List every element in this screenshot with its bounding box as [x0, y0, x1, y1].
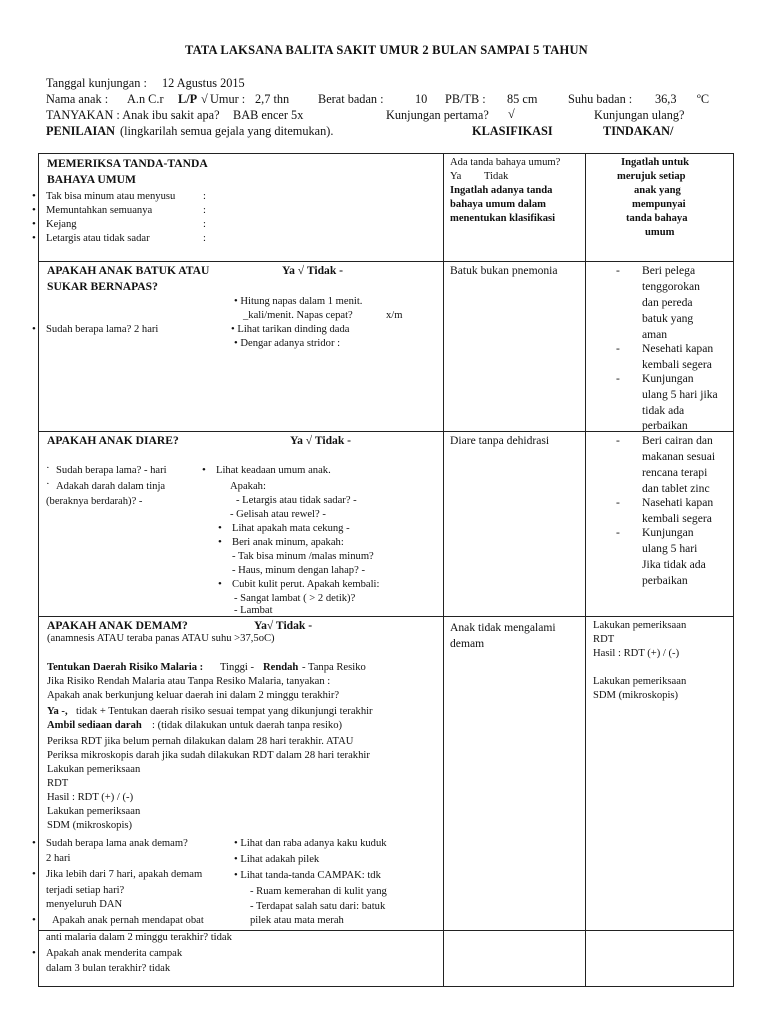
fever-classification: demam [450, 637, 485, 650]
sex-check-icon: √ [201, 92, 208, 106]
child-name-value: A.n C.r [127, 92, 164, 106]
diarrhea-action-line: Beri cairan dan [642, 434, 713, 447]
danger-sign-item: Memuntahkan semuanya [46, 205, 153, 216]
visit-date-value: 12 Agustus 2015 [162, 76, 245, 90]
malaria-instruction: RDT [47, 778, 69, 789]
temperature-unit: ºC [697, 92, 710, 106]
bullet-icon: • [32, 190, 36, 202]
fever-heading: APAKAH ANAK DEMAM? [47, 619, 188, 632]
age-label: Umur : [210, 92, 246, 106]
dash-marker: - [616, 342, 620, 355]
diarrhea-check-item: Apakah: [230, 481, 266, 492]
danger-classification-no: Tidak [484, 171, 509, 182]
travel-answer-yes: Ya -, [47, 706, 68, 717]
cough-classification: Batuk bukan pnemonia [450, 264, 558, 277]
diarrhea-heading: APAKAH ANAK DIARE? [47, 434, 179, 447]
fever-anamnesis: (anamnesis ATAU teraba panas ATAU suhu >37,5oC) [47, 633, 275, 644]
cough-action-line: kembali segera [642, 358, 712, 371]
fever-action-line: Lakukan pemeriksaan [593, 620, 687, 631]
bullet-icon: · [46, 462, 50, 474]
cough-check-item: • Lihat tarikan dinding dada [231, 324, 350, 335]
cough-action-line: Nesehati kapan [642, 342, 714, 355]
fever-action-line: RDT [593, 634, 615, 645]
temperature-label: Suhu badan : [568, 92, 633, 106]
danger-action-line: anak yang [634, 185, 681, 196]
fever-check-item: - Terdapat salah satu dari: batuk [250, 901, 386, 912]
cough-action-line: perbaikan [642, 419, 688, 432]
diarrhea-classification: Diare tanpa dehidrasi [450, 434, 550, 447]
follow-up-visit-label: Kunjungan ulang? [594, 108, 685, 122]
cough-check-unit: x/m [386, 310, 403, 321]
malaria-instruction: Lakukan pemeriksaan [47, 764, 141, 775]
diarrhea-yes-no: Ya √ Tidak - [290, 434, 352, 447]
diarrhea-action-line: perbaikan [642, 574, 688, 587]
danger-action-line: tanda bahaya [626, 213, 688, 224]
cough-duration: Sudah berapa lama? 2 hari [46, 324, 159, 335]
cough-heading-1: APAKAH ANAK BATUK ATAU [47, 264, 210, 277]
height-label: PB/TB : [445, 92, 486, 106]
fever-check-item: • Lihat dan raba adanya kaku kuduk [234, 838, 387, 849]
malaria-risk-low: Rendah [263, 662, 299, 673]
diarrhea-check-item: - Gelisah atau rewel? - [230, 509, 326, 520]
malaria-instruction: Hasil : RDT (+) / (-) [47, 792, 134, 803]
bullet-icon: • [32, 837, 36, 849]
bullet-icon: • [218, 578, 222, 590]
danger-sign-item: Letargis atau tidak sadar [46, 233, 150, 244]
classification-header: KLASIFIKASI [472, 124, 553, 138]
blood-sample-label: Ambil sediaan darah [47, 720, 142, 731]
colon: : [203, 233, 206, 244]
malaria-instruction: Periksa RDT jika belum pernah dilakukan dalam 28 hari terakhir. ATAU [47, 736, 354, 747]
action-header: TINDAKAN/ [603, 124, 674, 138]
danger-action-line: merujuk setiap [617, 171, 686, 182]
bullet-icon: • [218, 536, 222, 548]
diarrhea-action-line: dan tablet zinc [642, 482, 710, 495]
assessment-label: PENILAIAN [46, 124, 116, 138]
cough-action-line: Kunjungan [642, 372, 694, 385]
diarrhea-check-item: - Tak bisa minum /malas minum? [232, 551, 374, 562]
child-name-label: Nama anak : [46, 92, 109, 106]
cough-action-line: tenggorokan [642, 280, 700, 293]
diarrhea-action-line: ulang 5 hari [642, 542, 698, 555]
diarrhea-blood-question: Adakah darah dalam tinja [56, 481, 166, 492]
weight-label: Berat badan : [318, 92, 384, 106]
malaria-risk-label: Tentukan Daerah Risiko Malaria : [47, 662, 204, 673]
visit-date-label: Tanggal kunjungan : [46, 76, 147, 90]
diarrhea-check-item: - Letargis atau tidak sadar? - [236, 495, 357, 506]
dash-marker: - [616, 264, 620, 277]
malaria-risk-high: Tinggi - [220, 662, 255, 673]
danger-classification-question: Ada tanda bahaya umum? [450, 157, 561, 168]
malaria-instruction: Lakukan pemeriksaan [47, 806, 141, 817]
cough-action-line: ulang 5 hari jika [642, 388, 718, 401]
malaria-instruction: Apakah anak berkunjung keluar daerah ini dalam 2 minggu terakhir? [47, 690, 340, 701]
bullet-icon: • [32, 914, 36, 926]
diarrhea-check-item: Cubit kulit perut. Apakah kembali: [232, 579, 380, 590]
fever-classification: Anak tidak mengalami [450, 621, 556, 634]
diarrhea-check-item: - Lambat [234, 605, 273, 616]
diarrhea-blood-answer: (beraknya berdarah)? - [46, 496, 143, 507]
diarrhea-check-item: - Sangat lambat ( > 2 detik)? [234, 593, 356, 604]
bullet-icon: · [46, 478, 50, 490]
cough-check-item: • Dengar adanya stridor : [234, 338, 341, 349]
fever-question: anti malaria dalam 2 minggu terakhir? tidak [46, 932, 232, 943]
fever-question: terjadi setiap hari? [46, 885, 125, 896]
assessment-note: (lingkarilah semua gejala yang ditemukan). [120, 124, 334, 138]
danger-action-line: umum [645, 227, 675, 238]
diarrhea-duration: Sudah berapa lama? - hari [56, 465, 167, 476]
cough-action-line: aman [642, 328, 668, 341]
bullet-icon: • [32, 323, 36, 335]
bullet-icon: • [32, 218, 36, 230]
age-value: 2,7 thn [255, 92, 290, 106]
fever-question: Apakah anak pernah mendapat obat [52, 915, 204, 926]
danger-sign-item: Kejang [46, 219, 77, 230]
danger-classification-yes: Ya [450, 171, 462, 182]
fever-question: dalam 3 bulan terakhir? tidak [46, 963, 171, 974]
danger-signs-heading-1: MEMERIKSA TANDA-TANDA [47, 157, 208, 170]
diarrhea-action-line: Kunjungan [642, 526, 694, 539]
cough-check-item: • Hitung napas dalam 1 menit. [234, 296, 363, 307]
diarrhea-action-line: rencana terapi [642, 466, 708, 479]
bullet-icon: • [32, 947, 36, 959]
fever-check-item: • Lihat adakah pilek [234, 854, 320, 865]
height-value: 85 cm [507, 92, 538, 106]
fever-question: Apakah anak menderita campak [46, 948, 183, 959]
weight-value: 10 [415, 92, 428, 106]
colon: : [203, 205, 206, 216]
fever-action-line: SDM (mikroskopis) [593, 690, 679, 701]
malaria-instruction: Periksa mikroskopis darah jika sudah dilakukan RDT dalam 28 hari terakhir [47, 750, 370, 761]
fever-question: menyeluruh DAN [46, 899, 123, 910]
cough-check-item: _kali/menit. Napas cepat? [243, 310, 353, 321]
dash-marker: - [616, 526, 620, 539]
bullet-icon: • [202, 464, 206, 476]
ask-complaint: TANYAKAN : Anak ibu sakit apa? [46, 108, 220, 122]
bullet-icon: • [218, 522, 222, 534]
page-title: TATA LAKSANA BALITA SAKIT UMUR 2 BULAN SAMPAI 5 TAHUN [185, 43, 588, 57]
colon: : [203, 191, 206, 202]
dash-marker: - [616, 434, 620, 447]
danger-action-line: mempunyai [632, 199, 686, 210]
cough-action-line: dan pereda [642, 296, 693, 309]
cough-heading-2: SUKAR BERNAPAS? [47, 280, 158, 293]
sex-label: L/P [178, 92, 198, 106]
diarrhea-action-line: Jika tidak ada [642, 558, 706, 571]
diarrhea-check-item: - Haus, minum dengan lahap? - [232, 565, 365, 576]
diarrhea-check-item: Lihat apakah mata cekung - [232, 523, 350, 534]
cough-action-line: tidak ada [642, 404, 685, 417]
diarrhea-action-line: Nasehati kapan [642, 496, 714, 509]
bullet-icon: • [32, 204, 36, 216]
first-visit-label: Kunjungan pertama? [386, 108, 489, 122]
malaria-instruction: Jika Risiko Rendah Malaria atau Tanpa Resiko Malaria, tanyakan : [47, 676, 331, 687]
fever-action-line: Lakukan pemeriksaan [593, 676, 687, 687]
temperature-value: 36,3 [655, 92, 677, 106]
travel-answer-no: tidak + Tentukan daerah risiko sesuai tempat yang dikunjungi terakhir [76, 706, 373, 717]
danger-sign-item: Tak bisa minum atau menyusu [46, 191, 176, 202]
malaria-instruction: SDM (mikroskopis) [47, 820, 133, 831]
danger-classification-note: bahaya umum dalam [450, 199, 546, 210]
first-visit-check-icon: √ [508, 107, 515, 121]
cough-action-line: batuk yang [642, 312, 694, 325]
fever-answer: 2 hari [46, 853, 71, 864]
diarrhea-action-line: makanan sesuai [642, 450, 716, 463]
fever-question: Jika lebih dari 7 hari, apakah demam [46, 869, 203, 880]
diarrhea-action-line: kembali segera [642, 512, 712, 525]
complaint-value: BAB encer 5x [233, 108, 304, 122]
colon: : [203, 219, 206, 230]
malaria-risk-none: - Tanpa Resiko [302, 662, 366, 673]
diarrhea-check-item: Lihat keadaan umum anak. [216, 465, 331, 476]
bullet-icon: • [32, 232, 36, 244]
fever-action-line: Hasil : RDT (+) / (-) [593, 648, 680, 659]
fever-check-item: pilek atau mata merah [250, 915, 344, 926]
diarrhea-check-item: Beri anak minum, apakah: [232, 537, 344, 548]
fever-check-item: - Ruam kemerahan di kulit yang [250, 886, 387, 897]
dash-marker: - [616, 496, 620, 509]
bullet-icon: • [32, 868, 36, 880]
fever-question: Sudah berapa lama anak demam? [46, 838, 188, 849]
danger-signs-heading-2: BAHAYA UMUM [47, 173, 137, 186]
cough-yes-no: Ya √ Tidak - [282, 264, 344, 277]
danger-action-line: Ingatlah untuk [621, 157, 690, 168]
danger-classification-note: menentukan klasifikasi [450, 213, 556, 224]
fever-yes-no: Ya√ Tidak - [254, 619, 313, 632]
cough-action-line: Beri pelega [642, 264, 696, 277]
fever-check-item: • Lihat tanda-tanda CAMPAK: tdk [234, 870, 381, 881]
danger-classification-note: Ingatlah adanya tanda [450, 185, 553, 196]
dash-marker: - [616, 372, 620, 385]
blood-sample-note: : (tidak dilakukan untuk daerah tanpa resiko) [152, 720, 343, 731]
